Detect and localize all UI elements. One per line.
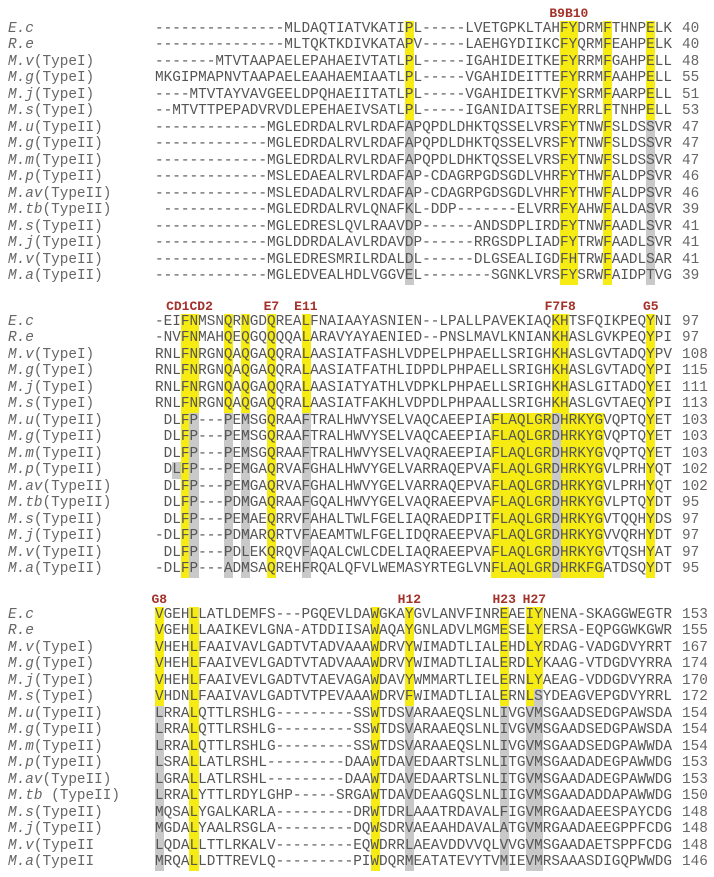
species-label: [8, 512, 103, 528]
species-label: [8, 413, 103, 429]
species-label: [8, 21, 34, 37]
species-type: (TypeII): [33, 528, 103, 545]
aligned-sequence: LRRALQTTLRSHLG---------SSWTDSVARAAEQSLNLIVGVMSGAADSEDGPAWSDA: [155, 705, 673, 722]
residue-position-number: 103: [682, 429, 708, 446]
species-type: (TypeI): [33, 103, 95, 120]
species-type: (TypeII): [42, 495, 112, 512]
aligned-sequence: RNLFNRGNQAQGAQQRALAASIATYATHLVDPKLPHPAELLSRIGHKHASLGITADQYEI: [155, 379, 673, 396]
aligned-sequence: VHEHLFAAIVEVLGADTVTADVAAAWDRVYWIMADTLIALERDLYKAAG-VTDGDVYRRA: [155, 656, 673, 673]
species-label: [8, 838, 94, 854]
motif-annotation: F7F8: [544, 299, 576, 314]
aligned-sequence: DLFP---PDLEKQRQVFAQALCWLCDELIAQRAEEPVAFLAQLGRDHRKYGVTQSHYAT: [155, 544, 673, 561]
residue-position-number: 41: [682, 218, 700, 235]
species-name: M.j: [8, 821, 34, 838]
aligned-sequence: VHEHLFAAIVAVLGADTVTADVAAAWDRVYWIMADTLIALEHDLYRDAG-VADGDVYRRT: [155, 639, 673, 656]
species-type: (TypeI): [33, 346, 95, 363]
species-type: (TypeI): [33, 70, 95, 87]
species-name: M.s: [8, 511, 34, 528]
residue-position-number: 41: [682, 235, 700, 252]
aligned-sequence: LRRALQTTLRSHLG---------SSWTDSVARAAEQSLNLIVGVMSGAADSEDGPAWSDA: [155, 722, 673, 739]
residue-position-number: 154: [682, 738, 708, 755]
aligned-sequence: RNLFNRGNQAQGAQQRALAASIATFATHLIDPDLPHPAELLSRIGHKHASLGVTADQYPI: [155, 363, 673, 380]
species-name: M.m: [8, 738, 34, 755]
species-name: M.s: [8, 689, 34, 706]
residue-position-number: 154: [682, 722, 708, 739]
species-type: (TypeI): [33, 672, 95, 689]
residue-position-number: 46: [682, 185, 700, 202]
species-label: [8, 235, 103, 251]
species-label: [8, 722, 103, 738]
species-label: [8, 462, 103, 478]
species-name: M.u: [8, 705, 34, 722]
species-name: M.u: [8, 119, 34, 136]
species-name: M.v: [8, 639, 34, 656]
species-name: M.av: [8, 478, 43, 495]
species-type: (TypeII): [33, 119, 103, 136]
aligned-sequence: DLFP---PEMAEQRRVFAHALTWLFGELIAQRAEDPITFLAQLGRDHRKYGVTQQHYDS: [155, 511, 673, 528]
species-name: R.e: [8, 623, 34, 640]
residue-position-number: 95: [682, 495, 700, 512]
residue-position-number: 97: [682, 511, 700, 528]
aligned-sequence: -EIFNMSNQRNGDQREALFNAIAAYASNIEN--LPALLPAVEKIAQKHTSFQIKPEQYNI: [155, 314, 673, 330]
species-type: (TypeII): [33, 722, 103, 739]
aligned-sequence: ---------------MLTQKTKDIVKATAPV-----LAEHGYDIIKCFYQRMFEAHPELK: [155, 37, 673, 54]
residue-position-number: 102: [682, 462, 708, 479]
residue-position-number: 46: [682, 169, 700, 186]
aligned-sequence: LSRALLATLRSHL---------DAAWTDAVEDAARTSLNLITGVMSGAADADEGPAWWDG: [155, 755, 673, 772]
species-label: [8, 607, 34, 623]
species-type: (TypeI): [33, 379, 95, 396]
species-type: (TypeI): [33, 689, 95, 706]
species-name: M.p: [8, 462, 34, 479]
aligned-sequence: MRQALLDTTREVLQ---------PIWDQRMEATATEVYTVMIEVMRSAAASDIGQPWWDG: [155, 854, 673, 871]
species-name: M.u: [8, 412, 34, 429]
species-type: (TypeII): [33, 511, 103, 528]
species-name: M.av: [8, 185, 43, 202]
aligned-sequence: -------------MGLEDRDALRVLRDAFAPQPDLDHKTQSSELVRSFYTNWFSLDSSVR: [155, 152, 673, 169]
residue-position-number: 172: [682, 689, 708, 706]
aligned-sequence: DLFP---PEMSGQRAAFTRALHWVYSELVAQCAEEPIAFLAQLGRDHRKYGVQPTQYET: [155, 412, 673, 429]
species-label: [8, 479, 111, 495]
residue-position-number: 97: [682, 528, 700, 545]
residue-position-number: 39: [682, 202, 700, 219]
species-name: E.c: [8, 314, 34, 330]
species-label: [8, 772, 111, 788]
species-name: M.tb: [8, 202, 43, 219]
residue-position-number: 95: [682, 561, 700, 578]
residue-position-number: 47: [682, 119, 700, 136]
species-type: (TypeII): [33, 445, 103, 462]
residue-position-number: 167: [682, 639, 708, 656]
species-type: (TypeII): [33, 561, 103, 578]
species-type: (TypeI): [33, 86, 95, 103]
species-label: [8, 202, 111, 218]
species-name: M.g: [8, 722, 34, 739]
species-label: [8, 545, 103, 561]
species-label: [8, 528, 103, 544]
residue-position-number: 102: [682, 478, 708, 495]
species-label: [8, 363, 94, 379]
species-name: M.s: [8, 103, 34, 120]
species-type: (TypeII): [33, 755, 103, 772]
residue-position-number: 39: [682, 268, 700, 285]
aligned-sequence: --MTVTTPEPADVRVDLEPEHAEIVSATLPL-----IGANIDAITSEFYRRLFTNHPELL: [155, 103, 673, 120]
species-name: M.j: [8, 379, 34, 396]
species-type: (TypeII): [33, 218, 103, 235]
species-name: R.e: [8, 330, 34, 347]
species-label: [8, 169, 103, 185]
motif-annotation: H27: [522, 592, 547, 607]
residue-position-number: 153: [682, 771, 708, 788]
species-name: M.g: [8, 656, 34, 673]
residue-position-number: 40: [682, 37, 700, 54]
species-type: (TypeII): [33, 544, 103, 561]
aligned-sequence: -DLFP---ADMSAQREHFRQALQFVLWEMASYRTEGLVNFLAQLGRDHRKFGATDSQYDT: [155, 561, 673, 578]
species-label: [8, 788, 120, 804]
residue-position-number: 40: [682, 21, 700, 37]
species-type: (TypeII): [33, 235, 103, 252]
species-name: M.s: [8, 396, 34, 413]
residue-position-number: 97: [682, 330, 700, 347]
species-name: M.g: [8, 70, 34, 87]
aligned-sequence: -------------MSLEDADALRVLRDAFAP-CDAGRPGDSGDLVHRFYTHWFALDPSVR: [155, 185, 673, 202]
residue-position-number: 115: [682, 363, 708, 380]
species-type: (TypeII): [33, 705, 103, 722]
aligned-sequence: VGEHLLAAIKEVLGNA-ATDDIISAWAQAYGNLADVLMGMESELYERSA-EQPGGWKGWR: [155, 623, 673, 640]
residue-position-number: 148: [682, 837, 708, 854]
species-name: M.m: [8, 152, 34, 169]
motif-annotation: H23: [492, 592, 516, 607]
aligned-sequence: VHDNLFAAIVAVLGADTVTPEVAAAWDRVFWIMADTLIALERNLSYDEAGVEPGDVYRRL: [155, 689, 673, 706]
residue-position-number: 153: [682, 607, 708, 623]
species-type: (TypeII): [33, 429, 103, 446]
species-label: [8, 268, 103, 284]
aligned-sequence: -------------MSLEDAEALRVLRDAFAP-CDAGRPGDSGDLVHRFYTHWFALDPSVR: [155, 169, 673, 186]
species-type: (TypeII): [33, 738, 103, 755]
species-type: (TypeII): [33, 462, 103, 479]
motif-annotation: H12: [397, 592, 422, 607]
aligned-sequence: VHEHLFAAIVEVLGADTVTAEVAGAWDAVYWMMARTLIELERNLYAEAG-VDDGDVYRRA: [155, 672, 673, 689]
species-label: [8, 136, 103, 152]
residue-position-number: 170: [682, 672, 708, 689]
species-name: M.v: [8, 346, 34, 363]
residue-position-number: 53: [682, 103, 700, 120]
species-label: [8, 347, 94, 363]
species-type: (TypeII): [33, 251, 103, 268]
residue-position-number: 146: [682, 854, 708, 871]
aligned-sequence: DLFP---PEMSGQRAAFTRALHWVYSELVAQRAEEPIAFLAQLGRDHRKYGVQPTQYET: [155, 445, 673, 462]
aligned-sequence: -DLFP---PDMARQRTVFAEAMTWLFGELIDQRAEEPVAFLAQLGRDHRKYGVVQRHYDT: [155, 528, 673, 545]
residue-position-number: 155: [682, 623, 708, 640]
species-type: (TypeII): [42, 202, 112, 219]
species-label: [8, 739, 103, 755]
species-label: [8, 70, 94, 86]
species-label: [8, 330, 34, 346]
species-label: [8, 186, 111, 202]
species-label: [8, 87, 94, 103]
aligned-sequence: MQSALYGALKARLA---------DRWTDRLAAATRDAVALFIGVMRGAADAEESPAYCDG: [155, 804, 673, 821]
aligned-sequence: -------------MGLEDRESMRILRDALDL------DLGSEALIGDFHTRWFAADLSAR: [155, 251, 673, 268]
species-label: [8, 706, 103, 722]
species-name: E.c: [8, 21, 34, 37]
species-label: [8, 623, 34, 639]
aligned-sequence: DLFP---PEMSGQRAAFTRALHWVYSELVAQCAEEPIAFLAQLGRDHRKYGVQPTQYET: [155, 429, 673, 446]
species-type: (TypeII: [33, 837, 95, 854]
residue-position-number: 47: [682, 136, 700, 153]
species-name: M.s: [8, 804, 34, 821]
species-type: (TypeI): [33, 396, 95, 413]
aligned-sequence: DLFP---PEMGAQRVAFGHALHWVYGELVARRAQEPVAFLAQLGRDHRKYGVLPRHYQT: [155, 478, 673, 495]
species-name: M.v: [8, 837, 34, 854]
species-type: (TypeI): [33, 639, 95, 656]
aligned-sequence: DLFP---PDMGAQRAAFGQALHWVYGELVAQRAEEPVAFLAQLGRDHRKYGVLPTQYDT: [155, 495, 673, 512]
aligned-sequence: -------------MGLEDRDALRVLRDAFAPQPDLDHKTQSSELVRSFYTNWFSLDSSVR: [155, 136, 673, 153]
species-name: M.a: [8, 854, 34, 871]
species-label: [8, 252, 103, 268]
species-name: M.m: [8, 445, 34, 462]
residue-position-number: 97: [682, 544, 700, 561]
species-label: [8, 495, 111, 511]
residue-position-number: 55: [682, 70, 700, 87]
species-name: M.s: [8, 218, 34, 235]
species-label: [8, 446, 103, 462]
species-type: (TypeII): [42, 788, 121, 805]
aligned-sequence: LRRALQTTLRSHLG---------SSWTDSVARAAEQSLNLIVGVMSGAADSEDGPAWWDA: [155, 738, 673, 755]
species-label: [8, 153, 103, 169]
residue-position-number: 47: [682, 152, 700, 169]
species-type: (TypeII): [33, 821, 103, 838]
aligned-sequence: ----MTVTAYVAVGEELDPQHAEIITATLPL-----VGAHIDEITKVFYSRMFAARPELL: [155, 86, 673, 103]
species-name: M.v: [8, 251, 34, 268]
residue-position-number: 174: [682, 656, 708, 673]
motif-annotation: G8: [151, 592, 168, 607]
species-name: M.p: [8, 755, 34, 772]
aligned-sequence: -------MTVTAAPAELEPAHAEIVTATLPL-----IGAHIDEITKEFYRRMFGAHPELL: [155, 53, 673, 70]
species-label: [8, 120, 103, 136]
aligned-sequence: VGEHLLATLDEMFS---PGQEVLDAWGKAYGVLANVFINREAEIYNENA-SKAGGWEGTR: [155, 607, 673, 623]
species-type: (TypeI): [33, 53, 95, 70]
species-label: [8, 219, 103, 235]
species-type: (TypeII): [33, 136, 103, 153]
species-type: (TypeII): [42, 771, 112, 788]
species-name: R.e: [8, 37, 34, 54]
species-type: (TypeII): [33, 268, 103, 285]
aligned-sequence: MKGIPMAPNVTAAPAELEAAHAEMIAATLPL-----VGAHIDEITTEFYRRMFAAHPELL: [155, 70, 673, 87]
species-type: (TypeI): [33, 656, 95, 673]
aligned-sequence: -NVFNMAHQEQGQQQQALARAVYAYAENIED--PNSLMAVLKNIANKHASLGVKPEQYPI: [155, 330, 673, 347]
residue-position-number: 148: [682, 821, 708, 838]
species-label: [8, 314, 34, 330]
aligned-sequence: RNLFNRGNQAQGAQQRALAASIATFAKHLVDPDLPHPAALLSRIGHKHASLGVTAEQYPI: [155, 396, 673, 413]
species-name: M.g: [8, 136, 34, 153]
species-name: E.c: [8, 607, 34, 623]
species-label: [8, 640, 94, 656]
species-label: [8, 821, 103, 837]
motif-annotation: CD1CD2: [166, 299, 213, 314]
residue-position-number: 113: [682, 396, 708, 413]
residue-position-number: 111: [682, 379, 708, 396]
aligned-sequence: -------------MGLEDRESLQVLRAAVDP------ANDSDPLIRDFYTNWFAADLSVR: [155, 218, 673, 235]
residue-position-number: 154: [682, 705, 708, 722]
species-type: (TypeII): [33, 169, 103, 186]
species-name: M.j: [8, 235, 34, 252]
residue-position-number: 41: [682, 251, 700, 268]
aligned-sequence: ---------------MLDAQTIATVKATIPL-----LVETGPKLTAHFYDRMFTHNPELK: [155, 21, 673, 37]
species-label: [8, 656, 94, 672]
species-name: M.av: [8, 771, 43, 788]
species-name: M.v: [8, 544, 34, 561]
species-label: [8, 854, 94, 870]
species-type: (TypeII): [42, 478, 112, 495]
species-label: [8, 37, 34, 53]
residue-position-number: 150: [682, 788, 708, 805]
species-type: (TypeI): [33, 363, 95, 380]
motif-annotation: E11: [294, 299, 318, 314]
residue-position-number: 148: [682, 804, 708, 821]
aligned-sequence: ------------MGLEDRDALRVLQNAFKL-DDP-------ELVRRFYAHWFALDASVR: [155, 202, 673, 219]
species-label: [8, 396, 94, 412]
aligned-sequence: -------------MGLEDVEALHDLVGGVEL--------SGNKLVRSFYSRWFAIDPTVG: [155, 268, 673, 285]
species-name: M.tb: [8, 495, 43, 512]
aligned-sequence: -------------MGLEDRDALRVLRDAFAPQPDLDHKTQSSELVRSFYTNWFSLDSSVR: [155, 119, 673, 136]
motif-annotation: G5: [642, 299, 659, 314]
aligned-sequence: DLFP---PEMGAQRVAFGHALHWVYGELVARRAQEPVAFLAQLGRDHRKYGVLPRHYQT: [155, 462, 673, 479]
species-label: [8, 429, 103, 445]
species-type: (TypeII: [33, 854, 95, 871]
species-type: (TypeII): [42, 185, 112, 202]
species-name: M.g: [8, 363, 34, 380]
aligned-sequence: LGRALLATLRSHL---------DAAWTDAVEDAARTSLNLITGVMSGAADADEGPAWWDG: [155, 771, 673, 788]
species-label: [8, 689, 94, 705]
aligned-sequence: LQDALLTTLRKALV---------EQWDRRLAEAVDDVVQLVVGVMSGAADAETSPPFCDG: [155, 837, 673, 854]
motif-annotation: E7: [263, 299, 280, 314]
residue-position-number: 103: [682, 445, 708, 462]
residue-position-number: 103: [682, 412, 708, 429]
residue-position-number: 51: [682, 86, 700, 103]
aligned-sequence: MGDALYAALRSGLA---------DQWSDRVAEAAHDAVALATGVMRGAADAEEGPPFCDG: [155, 821, 673, 838]
aligned-sequence: -------------MGLDDRDALAVLRDAVDP------RRGSDPLIADFYTRWFAADLSVR: [155, 235, 673, 252]
aligned-sequence: LRRALYTTLRDYLGHP-----SRGAWTDAVDEAAGQSLNLIIGVMSGAADADDAPAWWDG: [155, 788, 673, 805]
species-label: [8, 103, 94, 119]
species-type: (TypeII): [33, 804, 103, 821]
residue-position-number: 97: [682, 314, 700, 330]
species-type: (TypeII): [33, 412, 103, 429]
aligned-sequence: RNLFNRGNQAQGAQQRALAASIATFASHLVDPELPHPAELLSRIGHKHASLGVTADQYPV: [155, 346, 673, 363]
species-name: M.p: [8, 169, 34, 186]
species-label: [8, 380, 94, 396]
species-name: M.j: [8, 528, 34, 545]
species-name: M.g: [8, 429, 34, 446]
residue-position-number: 48: [682, 53, 700, 70]
species-name: M.j: [8, 672, 34, 689]
species-label: [8, 54, 94, 70]
species-label: [8, 755, 103, 771]
species-name: M.tb: [8, 788, 43, 805]
species-name: M.a: [8, 561, 34, 578]
species-type: (TypeII): [33, 152, 103, 169]
motif-annotation: B9B10: [549, 6, 589, 21]
species-label: [8, 673, 94, 689]
residue-position-number: 153: [682, 755, 708, 772]
species-name: M.j: [8, 86, 34, 103]
species-name: M.a: [8, 268, 34, 285]
species-label: [8, 561, 103, 577]
residue-position-number: 108: [682, 346, 708, 363]
species-label: [8, 805, 103, 821]
species-name: M.v: [8, 53, 34, 70]
